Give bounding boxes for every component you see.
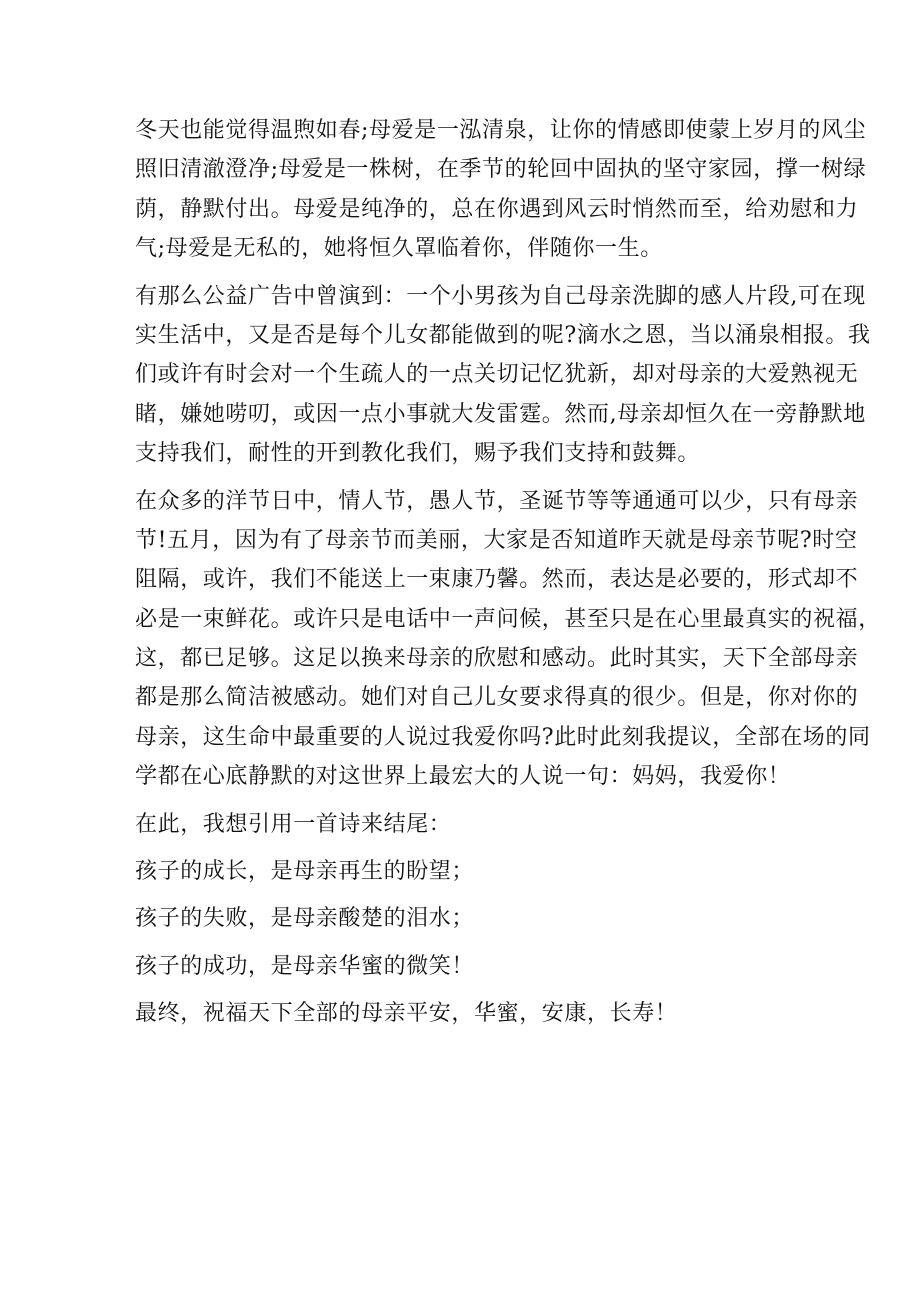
text-line: 母亲，这生命中最重要的人说过我爱你吗?此时此刻我提议，全部在场的同 (135, 724, 871, 750)
text-line: 阻隔，或许，我们不能送上一束康乃馨。然而，表达是必要的，形式却不 (135, 567, 859, 593)
poem-line-success (135, 947, 795, 986)
text-line: 必是一束鲜花。或许只是电话中一声问候，甚至只是在心里最真实的祝福， (135, 606, 881, 632)
text-line: 照旧清澈澄净;母爱是一株树，在季节的轮回中固执的坚守家园，撑一树绿 (135, 157, 867, 183)
paragraph-mothers-day (135, 482, 881, 797)
text-line: 睹，嫌她唠叨，或因一点小事就大发雷霆。然而,母亲却恒久在一旁静默地 (135, 401, 866, 427)
text-line: 都是那么简洁被感动。她们对自己儿女要求得真的很少。但是，你对你的 (135, 685, 859, 711)
text-line: 在此，我想引用一首诗来结尾： (135, 811, 452, 837)
text-line: 最终，祝福天下全部的母亲平安，华蜜，安康，长寿！ (135, 1001, 678, 1027)
text-line: 冬天也能觉得温煦如春;母爱是一泓清泉，让你的情感即使蒙上岁月的风尘 (135, 118, 867, 143)
text-line: 孩子的成长，是母亲再生的盼望； (135, 859, 475, 885)
text-line: 们或许有时会对一个生疏人的一点关切记忆犹新，却对母亲的大爱熟视无 (135, 362, 859, 388)
paragraph-mother-love (135, 111, 867, 269)
text-line: 荫，静默付出。母爱是纯净的，总在你遇到风云时悄然而至，给劝慰和力 (135, 196, 859, 222)
text-line: 气;母爱是无私的，她将恒久罩临着你，伴随你一生。 (135, 236, 663, 262)
text-line: 在众多的洋节日中，情人节，愚人节，圣诞节等等通通可以少，只有母亲 (135, 488, 859, 514)
paragraph-closing-blessing (135, 994, 795, 1033)
text-line: 孩子的成功，是母亲华蜜的微笑！ (135, 953, 475, 979)
paragraph-poem-intro (135, 805, 795, 844)
document-body (135, 111, 881, 1034)
poem-line-failure (135, 899, 795, 938)
paragraph-public-ad (135, 277, 871, 474)
text-line: 节!五月，因为有了母亲节而美丽，大家是否知道昨天就是母亲节呢?时空 (135, 527, 858, 553)
poem-line-growth (135, 852, 795, 891)
text-line: 孩子的失败，是母亲酸楚的泪水； (135, 906, 475, 932)
text-line: 支持我们，耐性的开到教化我们，赐予我们支持和鼓舞。 (135, 441, 701, 467)
text-line: 实生活中，又是否是每个儿女都能做到的呢?滴水之恩，当以涌泉相报。我 (135, 322, 871, 348)
text-line: 学都在心底静默的对这世界上最宏大的人说一句：妈妈，我爱你！ (135, 764, 791, 790)
text-line: 有那么公益广告中曾演到：一个小男孩为自己母亲洗脚的感人片段,可在现 (135, 283, 866, 309)
text-line: 这，都已足够。这足以换来母亲的欣慰和感动。此时其实，天下全部母亲 (135, 646, 859, 672)
